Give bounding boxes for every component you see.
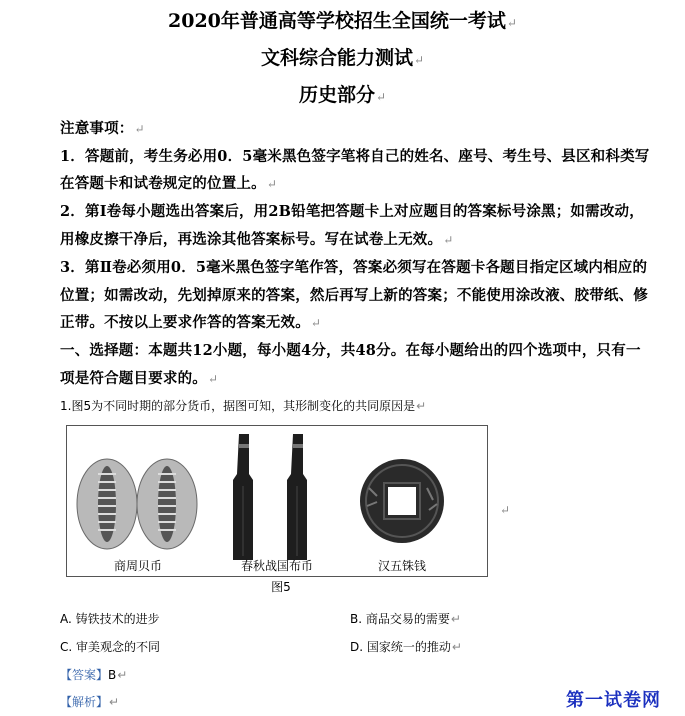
option-b: B. 商品交易的需要↵ <box>350 612 461 626</box>
caption-cowrie: 商周贝币 <box>113 559 162 573</box>
option-d: D. 国家统一的推动↵ <box>350 640 462 654</box>
section1-instructions-line-2: 项是符合题目要求的。↵ <box>60 370 219 387</box>
answer-line: 【答案】B↵ <box>60 668 128 682</box>
question-1-stem: 1.图5为不同时期的部分货币，据图可知，其形制变化的共同原因是↵ <box>60 399 427 413</box>
answer-value: B <box>108 668 117 682</box>
figure-5 <box>66 425 488 577</box>
caption-spade-coin: 春秋战国布币 <box>240 559 313 573</box>
exam-title: 2020年普通高等学校招生全国统一考试↵ <box>168 10 517 32</box>
analysis-line: 【解析】↵ <box>60 695 120 709</box>
section1-instructions-line-1: 一、选择题：本题共12小题，每小题4分，共48分。在每小题给出的四个选项中，只有一 <box>60 342 641 359</box>
option-a: A. 铸铁技术的进步 <box>60 612 160 626</box>
notice-item-3-line-3: 正带。不按以上要求作答的答案无效。↵ <box>60 314 322 331</box>
answer-tag: 【答案】 <box>60 668 109 682</box>
notice-item-2-line-1: 2．第Ⅰ卷每小题选出答案后，用2B铅笔把答题卡上对应题目的答案标号涂黑；如需改动， <box>60 203 644 220</box>
section-title: 历史部分↵ <box>298 84 387 106</box>
currency-illustrations <box>67 426 487 576</box>
spade-coin-image <box>233 434 307 560</box>
figure-paragraph-mark: ↵ <box>500 503 511 517</box>
notice-item-3-line-2: 位置；如需改动，先划掉原来的答案，然后再写上新的答案；不能使用涂改液、胶带纸、修 <box>60 287 648 304</box>
notice-item-1-line-1: 1．答题前，考生务必用0．5毫米黑色签字笔将自己的姓名、座号、考生号、县区和科类写 <box>60 148 650 165</box>
notice-heading: 注意事项：↵ <box>60 120 145 137</box>
option-c: C. 审美观念的不同 <box>60 640 161 654</box>
notice-item-3-line-1: 3．第Ⅱ卷必须用0．5毫米黑色签字笔作答，答案必须写在答题卡各题目指定区域内相应的 <box>60 259 648 276</box>
notice-item-1-line-2: 在答题卡和试卷规定的位置上。↵ <box>60 175 278 192</box>
analysis-tag: 【解析】 <box>60 695 109 709</box>
site-watermark: 第一试卷网 <box>566 690 661 711</box>
cowrie-shell-image <box>77 459 197 549</box>
figure-label: 图5 <box>271 580 291 594</box>
exam-subtitle: 文科综合能力测试↵ <box>260 47 425 69</box>
wuzhu-coin-image <box>360 459 444 543</box>
caption-wuzhu-coin: 汉五铢钱 <box>377 559 426 573</box>
notice-item-2-line-2: 用橡皮擦干净后，再选涂其他答案标号。写在试卷上无效。↵ <box>60 231 454 248</box>
